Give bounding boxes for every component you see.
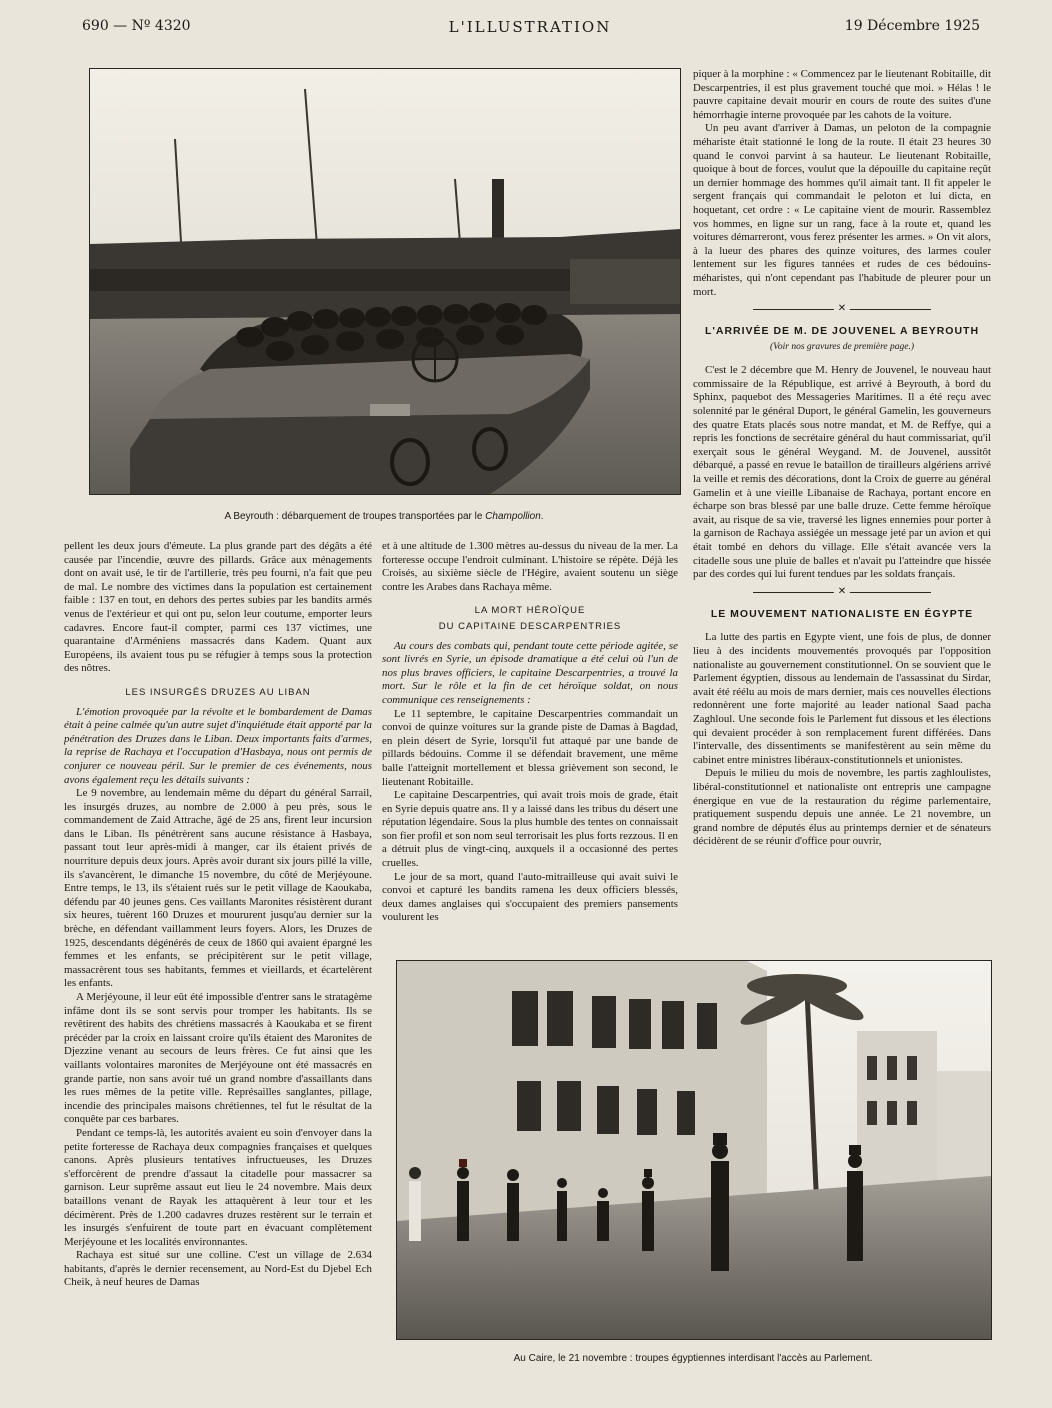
beyrouth-photo	[89, 68, 681, 495]
article-paragraph: Le 11 septembre, le capitaine Descarpentries commandait un convoi de quinze voitures sur la grande piste de Damas à Bagdad, en plein désert de Syrie, lorsqu'il fut attaqué par une bande de pillards bédouins. Comme il se défendait bravement, une même balle l'atteignit mortellement et blessa grièvement son second, le lieutenant Robitaille.	[382, 707, 678, 788]
column-left	[64, 540, 372, 1365]
article-paragraph: pellent les deux jours d'émeute. La plus grande part des dégâts a été causée par l'incendie, œuvre des pillards. Grâce aux ménagements dont on avait usé, le tir de l'artillerie, très peu fourni, n'a fait que peu de mal. Le nombre des victimes dans la population est certainement faible : 137 en tout, en dehors des pertes subies par les bandits armés venus de l'extérieur et qui ont pu, selon leur coutume, emporter leurs cadavres. Encore faut-il compter, parmi ces 137 victimes, une quarantaine d'Arméniens massacrés dans Kadem. Quant aux Européens, ils avaient tous pu se réfugier à temps sous la protection des nôtres.	[64, 540, 372, 675]
article-paragraph: Le capitaine Descarpentries, qui avait trois mois de grade, était en Syrie depuis quatre ans. Il y a laissé dans les tribus du désert une réputation légendaire. Sous la plus humble des tentes on connaissait son fier profil et son nom seul terrorisait les plus forts rezzous. Il en a détruit plus de vingt-cinq, auxquels il a occasionné des pertes cruelles.	[382, 789, 678, 870]
section-heading: LA MORT HÉROÏQUE	[474, 605, 586, 617]
article-paragraph: piquer à la morphine : « Commencez par le lieutenant Robitaille, dit Descarpentries, il est plus gravement touché que moi. » Hélas ! le pauvre capitaine devait mourir en cours de route des suites d'une hémorrhagie interne provoquée par les cahots de la voiture.	[693, 68, 991, 121]
section-divider	[693, 586, 991, 600]
divider-ornament: ✕	[834, 302, 850, 316]
article-paragraph: Pendant ce temps-là, les autorités avaient eu soin d'envoyer dans la petite forteresse de Rachaya deux compagnies françaises et quelques canons. Après plusieurs tentatives infructueuses, les Druzes s'efforcèrent de prendre d'assaut la citadelle pour massacrer sa garnison. Leur suprême assaut eut lieu le 24 novembre. Mais deux bataillons venant de Rayak les attaquèrent à leur tour et les décimèrent. Près de 1.200 cadavres druzes restèrent sur le terrain et les insurgés s'enfuirent de toute part en évacuant complètement Merjéyoune et les localités environnantes.	[64, 1126, 372, 1248]
beyrouth-photo-art	[90, 69, 680, 494]
caire-photo	[396, 960, 992, 1340]
column-middle	[382, 540, 678, 950]
caption-text: A Beyrouth : débarquement de troupes transportées par le	[224, 511, 486, 522]
article-paragraph: Depuis le milieu du mois de novembre, les partis zaghloulistes, libéral-constitutionnel et nationaliste ont entrepris une campagne énergique en vue de la restauration du régime parlementaire, pratiquement suspendu depuis une année. Le 21 novembre, un grand nombre de députés élus au printemps dernier et de sénateurs décidèrent de se réunir d'office pour ouvrir,	[693, 767, 991, 848]
section-heading-line2: DU CAPITAINE DESCARPENTRIES	[438, 620, 622, 632]
article-paragraph: Rachaya est situé sur une colline. C'est un village de 2.634 habitants, d'après le dernier recensement, au Nord-Est du Djebel Ech Cheik, à neuf heures de Damas	[64, 1249, 372, 1289]
page-header	[80, 18, 980, 42]
issue-date: 19 Décembre 1925	[844, 18, 980, 34]
article-paragraph: A Merjéyoune, il leur eût été impossible d'entrer sans le stratagème infâme dont ils se sont servis pour tromper les habitants. Ils se revêtirent des habits des chrétiens massacrés à Kaoukaba et se firent précéder par la croix en laissant croire qu'ils étaient des Maronites de Djezzine venant au secours de leurs frères. Ce fut ainsi que les vaillants volontaires maronites de Merjéyoune ont été massacrés en grande partie, non sans avoir tué un grand nombre d'assaillants dans les rues mêmes de la petite ville. Représailles sanglantes, pillage, incendie des principales maisons chrétiennes, tel fut le résultat de la conquête par ces barbares.	[64, 991, 372, 1126]
article-paragraph: La lutte des partis en Egypte vient, une fois de plus, de donner lieu à des incidents mouvementés provoqués par l'opposition nationaliste au gouvernement constitutionnel. On se souvient que le Parlement égyptien, dissous au lendemain de l'assassinat du Sirdar, avait été réélu au mois de mars dernier, mais ces nouvelles élections redonnèrent une forte majorité au leader national Saad pacha Zaghloul. Une seconde fois le Parlement fut dissous et les élections qui devaient procéder à son remplacement furent différées. Dans l'intervalle, des dissentiments se manifestèrent au sein même du cabinet entre ministres libéraux-constitutionnels et unionistes.	[693, 631, 991, 766]
column-right	[693, 68, 991, 950]
article-paragraph: et à une altitude de 1.300 mètres au-dessus du niveau de la mer. La forteresse occupe l'endroit culminant. L'histoire se répète. Déjà les Croisés, au sixième siècle de l'Hégire, avaient soutenu un siège contre les Arabes dans Rachaya même.	[382, 540, 678, 593]
article-paragraph: Un peu avant d'arriver à Damas, un peloton de la compagnie méhariste était stationné le long de la route. Il était 23 heures 30 quand le convoi parvint à sa hauteur. Le lieutenant Robitaille, quoique à bout de forces, voulut que la dépouille du capitaine reçût un dernier hommage des hommes qu'il aimait tant. Il fit appeler le sergent français qui commandait le peloton et lui dicta, en hoquetant, cet ordre : « Le capitaine vient de mourir. Rassemblez vos hommes, en ligne sur un rang, face à la route et, quand les voitures démarreront, vous ferez présenter les armes. » On vit alors, à la lueur des phares des quinze voitures, des larmes couler lentement sur les figures tannées et rudes de ces bédouins-méharistes, qui n'ont cependant pas l'habitude de pleurer pour un mort.	[693, 122, 991, 298]
ship-name: Champollion	[485, 511, 541, 522]
divider-ornament: ✕	[834, 585, 850, 599]
section-heading: LES INSURGÉS DRUZES AU LIBAN	[125, 686, 311, 698]
beyrouth-caption	[89, 511, 679, 522]
section-intro: L'émotion provoquée par la révolte et le bombardement de Damas était à peine calmée qu'un autre sujet d'inquiétude était apporté par la pénétration des Druzes dans le Liban. Deux importants faits d'armes, la reprise de Rachaya et l'occupation d'Hasbaya, nous ont permis de conjurer ce nouveau péril. Sur le premier de ces événements, nous avons également reçu les détails suivants :	[64, 705, 372, 786]
article-paragraph: C'est le 2 décembre que M. Henry de Jouvenel, le nouveau haut commissaire de la République, est arrivé à Beyrouth, à bord du Sphinx, paquebot des Messageries Maritimes. Il a été reçu avec solennité par le général Duport, le général Gamelin, les gouverneurs des quatre Etats placés sous notre mandat, et M. de Reffye, qui a repris les fonctions de secrétaire général du haut commissariat, qu'il exerçait sous le général Weygand. M. de Jouvenel, aussitôt débarqué, a passé en revue le bataillon de tirailleurs algériens arrivé la veille et remis des décorations, dont la Croix de guerre au général Gamelin et à une vieille Libanaise de Rachaya, portant encore en écharpe son bras blessé par une balle druze. Cette femme héroïque avait, au risque de sa vie, traversé les lignes ennemies pour porter à la garnison de Rachaya assiégée un message jeté par un avion et qui était tombé en dehors du village. Elle s'était avancée vers la citadelle sous une pluie de balles et n'avait pu l'atteindre que hissée par des cordes qui lui furent tendues par les soldats français.	[693, 364, 991, 581]
caire-caption: Au Caire, le 21 novembre : troupes égyptiennes interdisant l'accès au Parlement.	[513, 1353, 873, 1364]
article-paragraph: Le jour de sa mort, quand l'auto-mitrailleuse qui avait suivi le convoi et capturé les bandits ramena les deux officiers blessés, deux dames anglaises qui s'occupaient des premiers pansements voulurent les	[382, 870, 678, 924]
section-divider	[693, 303, 991, 317]
page-number: 690 — Nº 4320	[82, 18, 191, 34]
caption-period: .	[540, 511, 544, 522]
section-heading: LE MOUVEMENT NATIONALISTE EN ÉGYPTE	[710, 607, 974, 620]
article-paragraph: Le 9 novembre, au lendemain même du départ du général Sarrail, les insurgés druzes, au nombre de 2.000 à peu près, sous le commandement de Zaid Attrache, âgé de 25 ans, firent leur incursion dans le Liban. Ils pénétrèrent sans aucune résistance à Hasbaya, passant tout leur après-midi à manger, car ils étaient privés de nourriture depuis deux jours. Après avoir durant six jours pillé la ville, ils s'avancèrent, le dimanche 15 novembre, du côté de Merjéyoune. Entre temps, le 13, ils s'étaient rués sur le petit village de Kaoukaba, défendu par 40 jeunes gens. Ces vaillants Maronites résistèrent durant six heures, tuèrent 160 Druzes et moururent jusqu'au dernier sur la brèche, en défendant vaillamment leurs foyers. Alors, les Druzes de 1925, descendants dégénérés de ceux de 1860 qui avaient épargné les femmes et les enfants, se précipitèrent sur le petit village, massacrèrent tous ses habitants, femmes et vieillards, et écartelèrent les enfants.	[64, 787, 372, 990]
section-intro: Au cours des combats qui, pendant toute cette période agitée, se sont livrés en Syrie, un épisode dramatique a été celui où l'un de nos plus braves officiers, le capitaine Descarpentries, a trouvé la mort. Sur le rôle et la fin de cet héroïque soldat, on nous communique ces renseignements :	[382, 639, 678, 706]
section-note: (Voir nos gravures de première page.)	[769, 341, 915, 352]
caire-photo-art	[397, 961, 991, 1339]
section-heading: L'ARRIVÉE DE M. DE JOUVENEL A BEYROUTH	[704, 325, 980, 338]
masthead: L'ILLUSTRATION	[448, 18, 612, 36]
